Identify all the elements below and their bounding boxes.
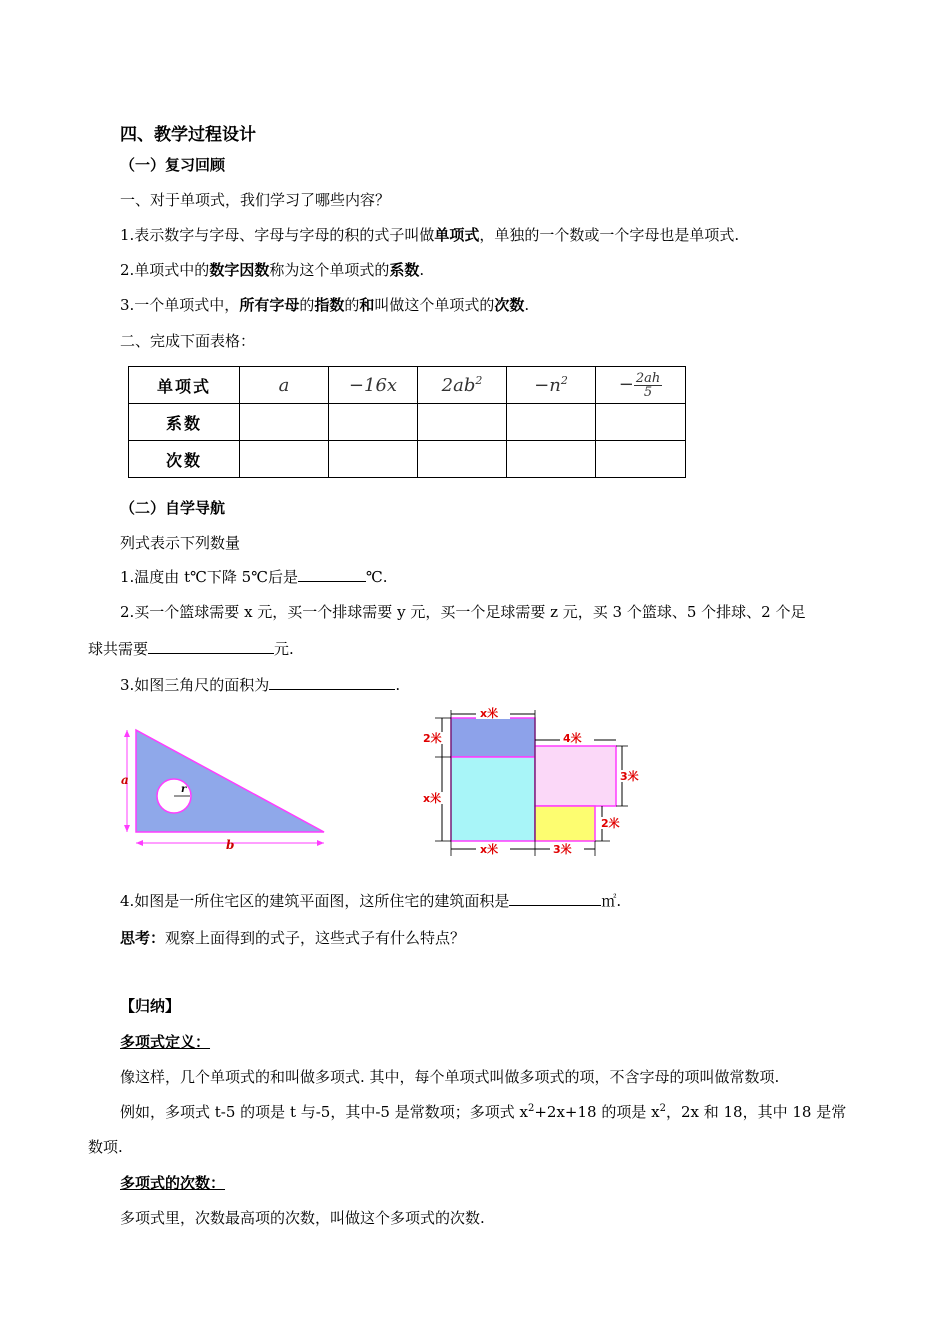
triangle-ruler-figure (118, 722, 330, 852)
row-header-coefficient: 系数 (129, 404, 240, 441)
term-monomial: 单项式 (434, 226, 480, 244)
answer-cell[interactable] (596, 441, 686, 478)
example-line-1 (120, 1101, 846, 1122)
polynomial-degree-title: 多项式的次数： (120, 1174, 226, 1192)
label-right-2: 2米 (601, 817, 620, 830)
problem-2-line-1: 2.买一个篮球需要 x 元，买一个排球需要 y 元，买一个足球需要 z 元，买 3 个篮球、5 个排球、2 个足 (120, 603, 806, 621)
think-label: 思考： (120, 929, 166, 947)
base: −n (534, 375, 561, 396)
label-bottom-3: 3米 (553, 843, 572, 856)
term-all-letters: 所有字母 (239, 296, 300, 314)
answer-cell[interactable] (507, 441, 596, 478)
row-header-degree: 次数 (129, 441, 240, 478)
numerator: 2ah (635, 370, 661, 386)
answer-blank-1[interactable] (298, 567, 366, 582)
monomial-table (128, 366, 686, 478)
radius-label: r (181, 784, 187, 795)
review-item-3 (120, 294, 529, 315)
text: 元. (274, 640, 294, 658)
cell-monomial-1 (240, 367, 329, 404)
selfstudy-heading: （二）自学导航 (120, 499, 226, 517)
answer-cell[interactable] (507, 404, 596, 441)
answer-cell[interactable] (329, 404, 418, 441)
room-blue (451, 718, 535, 757)
text: 1.表示数字与字母、字母与字母的积的式子叫做 (120, 226, 435, 244)
monomial-3 (442, 375, 483, 396)
cell-monomial-3 (418, 367, 507, 404)
monomial-1: a (278, 374, 290, 396)
review-heading: （一）复习回顾 (120, 156, 226, 174)
text: 1.温度由 t℃下降 5℃后是 (120, 568, 298, 586)
answer-cell[interactable] (329, 441, 418, 478)
monomial-2: −16x (348, 374, 398, 396)
fraction (634, 372, 662, 399)
text: 4.如图是一所住宅区的建筑平面图，这所住宅的建筑面积是 (120, 892, 510, 910)
text: 观察上面得到的式子，这些式子有什么特点？ (165, 929, 466, 947)
term-sum: 和 (359, 296, 375, 314)
problem-1 (120, 566, 388, 587)
problem-3 (120, 674, 400, 695)
triangle-shape (136, 730, 324, 832)
label-bottom-x: x米 (480, 843, 499, 856)
text: 3.如图三角尺的面积为 (120, 676, 270, 694)
answer-blank-2[interactable] (148, 639, 274, 654)
section-title: 四、教学过程设计 (120, 125, 256, 145)
text: 例如，多项式 t-5 的项是 t 与-5，其中-5 是常数项；多项式 x (120, 1103, 528, 1121)
superscript: 2 (659, 1103, 666, 1114)
arrow-up-icon (124, 730, 130, 737)
monomial-5 (618, 370, 663, 400)
cell-monomial-2 (329, 367, 418, 404)
term-coefficient: 系数 (389, 261, 420, 279)
arrow-left-icon (136, 840, 143, 846)
review-question-1: 一、对于单项式，我们学习了哪些内容？ (120, 191, 391, 209)
table-row (129, 404, 686, 441)
denominator: 5 (643, 384, 653, 400)
answer-cell[interactable] (240, 404, 329, 441)
label-top-x: x米 (480, 707, 499, 720)
room-yellow (535, 806, 595, 841)
review-item-2 (120, 259, 424, 280)
answer-cell[interactable] (240, 441, 329, 478)
answer-blank-4[interactable] (509, 891, 601, 906)
problem-4 (120, 890, 621, 911)
room-cyan (451, 757, 535, 841)
label-left-2: 2米 (423, 732, 442, 745)
term-numeric-factor: 数字因数 (209, 261, 270, 279)
text: 2.单项式中的 (120, 261, 210, 279)
table-row (129, 367, 686, 404)
example-line-2: 数项. (88, 1138, 123, 1156)
text: . (419, 261, 425, 279)
problem-2-line-2 (88, 638, 294, 659)
label-right-3: 3米 (620, 770, 639, 783)
text: 球共需要 (88, 640, 149, 658)
selfstudy-intro: 列式表示下列数量 (120, 534, 241, 552)
cell-monomial-5 (596, 367, 686, 404)
answer-blank-3[interactable] (269, 675, 395, 690)
text: 的 (299, 296, 315, 314)
cell-monomial-4 (507, 367, 596, 404)
text: ，2x 和 18，其中 18 是常 (665, 1103, 847, 1121)
base-label: b (226, 838, 235, 852)
term-exponent: 指数 (314, 296, 345, 314)
text: 叫做这个单项式的 (374, 296, 495, 314)
text: . (524, 296, 530, 314)
answer-cell[interactable] (418, 404, 507, 441)
polynomial-definition-title: 多项式定义： (120, 1033, 211, 1051)
text: +2x+18 的项是 x (534, 1103, 660, 1121)
superscript: 2 (527, 1103, 535, 1114)
floor-plan-figure (420, 702, 660, 862)
label-left-x: x米 (423, 792, 442, 805)
label-top-4: 4米 (563, 732, 582, 745)
text: . (395, 676, 401, 694)
sign: − (618, 374, 634, 395)
polynomial-degree-text: 多项式里，次数最高项的次数，叫做这个多项式的次数. (120, 1209, 485, 1227)
room-pink (535, 746, 616, 806)
base: 2ab (441, 375, 476, 396)
answer-cell[interactable] (596, 404, 686, 441)
text: ㎡. (601, 892, 622, 910)
polynomial-definition-text: 像这样，几个单项式的和叫做多项式. 其中，每个单项式叫做多项式的项，不含字母的项叫做常数项. (120, 1068, 780, 1086)
exponent: 2 (560, 374, 568, 387)
answer-cell[interactable] (418, 441, 507, 478)
review-question-2: 二、完成下面表格： (120, 332, 256, 350)
text: ，单独的一个数或一个字母也是单项式. (479, 226, 740, 244)
table-row (129, 441, 686, 478)
exponent: 2 (475, 374, 483, 387)
arrow-down-icon (124, 825, 130, 832)
text: 的 (344, 296, 360, 314)
arrow-right-icon (317, 840, 324, 846)
text: ℃. (365, 568, 388, 586)
height-label: a (121, 773, 129, 787)
monomial-4 (534, 375, 568, 396)
think-question (120, 927, 465, 948)
text: 3.一个单项式中， (120, 296, 240, 314)
review-item-1 (120, 224, 739, 245)
row-header-monomial: 单项式 (129, 367, 240, 404)
term-degree: 次数 (494, 296, 525, 314)
text: 称为这个单项式的 (269, 261, 390, 279)
summary-heading: 【归纳】 (120, 997, 181, 1015)
